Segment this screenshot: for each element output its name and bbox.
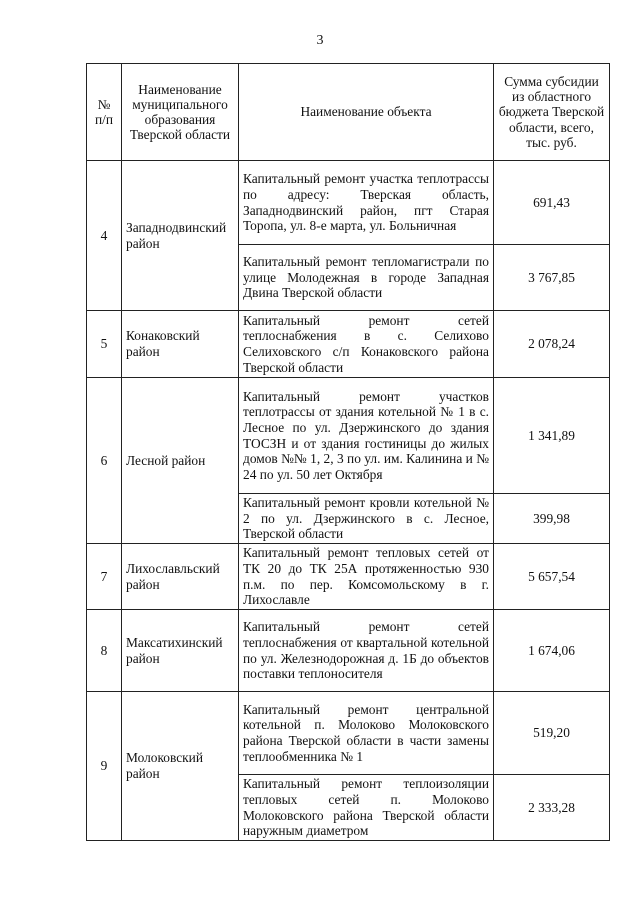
object-amount: 5 657,54	[494, 544, 610, 610]
row-municipality: Лесной район	[122, 378, 239, 544]
object-name: Капитальный ремонт сетей теплоснабжения в с. Селихово Селиховского с/п Конаковского района Тверской области	[239, 311, 494, 378]
object-amount: 519,20	[494, 692, 610, 775]
object-amount: 2 078,24	[494, 311, 610, 378]
row-num: 8	[87, 610, 122, 692]
row-num: 7	[87, 544, 122, 610]
row-municipality: Западнодвинский район	[122, 161, 239, 311]
object-amount: 399,98	[494, 494, 610, 544]
object-amount: 1 674,06	[494, 610, 610, 692]
object-name: Капитальный ремонт тепловых сетей от ТК 20 до ТК 25А протяженностью 930 п.м. по пер. Комсомольскому в г. Лихославле	[239, 544, 494, 610]
table-row	[87, 378, 610, 494]
header-amount: Сумма субсидии из областного бюджета Тверской области, всего, тыс. руб.	[494, 64, 610, 161]
object-name: Капитальный ремонт сетей теплоснабжения от квартальной котельной по ул. Железнодорожная д. 1Б до объектов поставки теплоносителя	[239, 610, 494, 692]
object-amount: 1 341,89	[494, 378, 610, 494]
row-num: 6	[87, 378, 122, 544]
row-municipality: Лихославльский район	[122, 544, 239, 610]
table-row	[87, 311, 610, 378]
header-num: № п/п	[87, 64, 122, 161]
table-row	[87, 692, 610, 775]
table-row	[87, 161, 610, 245]
row-num: 5	[87, 311, 122, 378]
object-name: Капитальный ремонт тепломагистрали по улице Молодежная в городе Западная Двина Тверской области	[239, 245, 494, 311]
row-municipality: Конаковский район	[122, 311, 239, 378]
header-object: Наименование объекта	[239, 64, 494, 161]
object-name: Капитальный ремонт участка теплотрассы по адресу: Тверская область, Западнодвинский район, пгт Старая Торопа, ул. 8-е марта, ул. Больничная	[239, 161, 494, 245]
header-municipality: Наименование муниципального образования Тверской области	[122, 64, 239, 161]
page-number: 3	[316, 33, 324, 48]
row-num: 4	[87, 161, 122, 311]
table-row	[87, 544, 610, 610]
object-name: Капитальный ремонт центральной котельной п. Молоково Молоковского района Тверской области в части замены теплообменника № 1	[239, 692, 494, 775]
object-name: Капитальный ремонт теплоизоляции тепловых сетей п. Молоково Молоковского района Тверской области наружным диаметром	[239, 775, 494, 841]
object-name: Капитальный ремонт кровли котельной № 2 по ул. Дзержинского в с. Лесное, Тверской области	[239, 494, 494, 544]
header-row	[87, 64, 610, 161]
object-amount: 691,43	[494, 161, 610, 245]
table-row	[87, 610, 610, 692]
object-amount: 2 333,28	[494, 775, 610, 841]
row-municipality: Максатихинский район	[122, 610, 239, 692]
row-municipality: Молоковский район	[122, 692, 239, 841]
row-num: 9	[87, 692, 122, 841]
subsidy-table	[86, 63, 610, 841]
object-name: Капитальный ремонт участков теплотрассы от здания котельной № 1 в с. Лесное по ул. Дзержинского до здания ТОСЗН и от здания гостиницы до жилых домов №№ 1, 2, 3 по ул. им. Калинина и № 24 по ул. 50 лет Октября	[239, 378, 494, 494]
object-amount: 3 767,85	[494, 245, 610, 311]
